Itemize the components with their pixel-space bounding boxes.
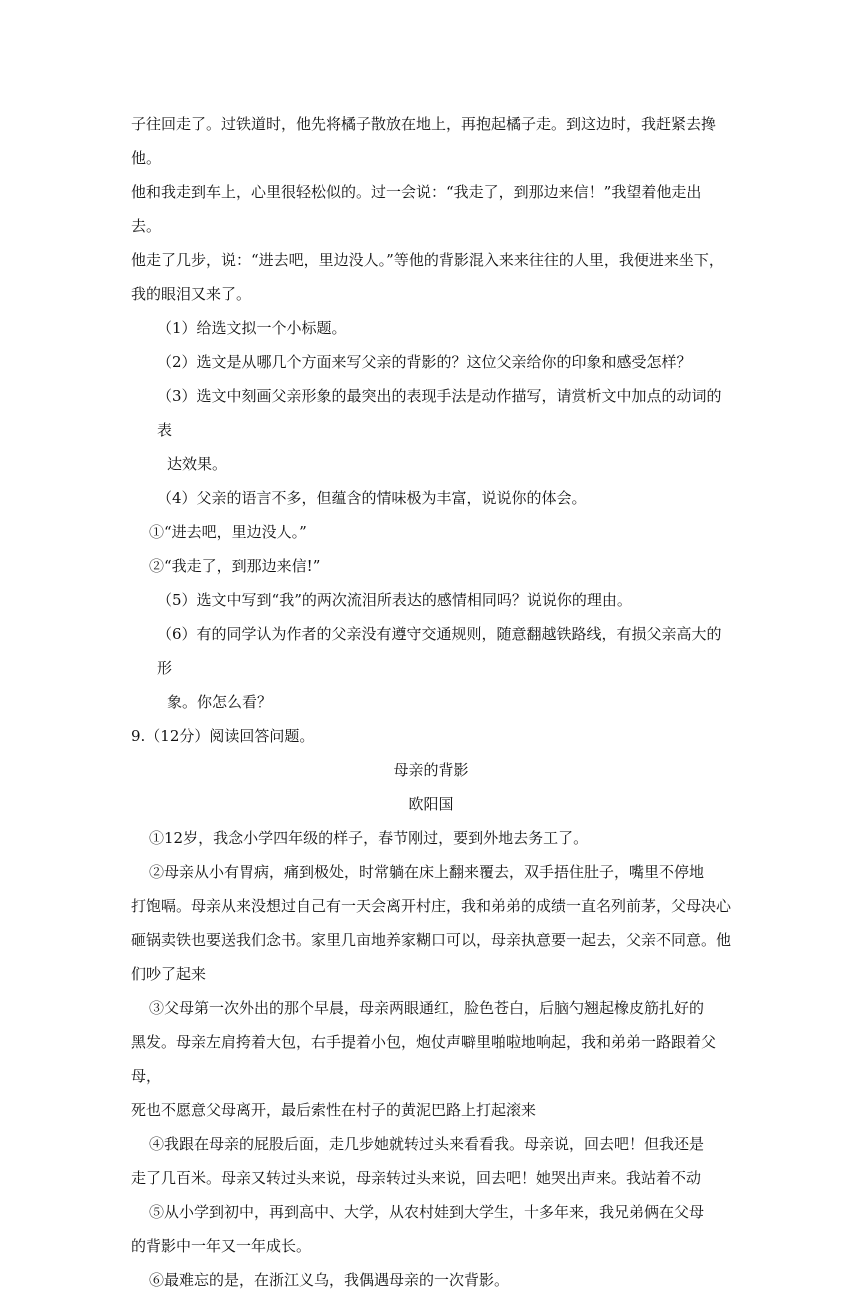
subquestion-5: （5）选文中写到“我”的两次流泪所表达的感情相同吗？说说你的理由。 <box>157 591 632 609</box>
subquestion-2: （2）选文是从哪几个方面来写父亲的背影的？这位父亲给你的印象和感受怎样？ <box>157 353 692 371</box>
article-paragraph-2 <box>131 855 731 991</box>
paragraph-line: 打饱嗝。母亲从来没想过自己有一天会离开村庄，我和弟弟的成绩一直名列前茅，父母决心 <box>131 897 732 915</box>
paragraph-line: ①12岁，我念小学四年级的样子，春节刚过，要到外地去务工了。 <box>149 829 589 847</box>
article-paragraph-5 <box>131 1195 731 1263</box>
subquestion-3-line-2: 达效果。 <box>167 455 228 473</box>
passage-line: 我的眼泪又来了。 <box>131 285 252 303</box>
article-paragraph-3 <box>131 991 731 1127</box>
passage-line: 他和我走到车上，心里很轻松似的。过一会说：“我走了，到那边来信！”我望着他走出去。 <box>131 183 702 235</box>
article-paragraph-1 <box>131 821 731 855</box>
paragraph-line: 的背影中一年又一年成长。 <box>131 1237 312 1255</box>
question-8-subquestions <box>131 311 731 719</box>
subquestion-6-line-2: 象。你怎么看？ <box>167 693 273 711</box>
paragraph-line: ②母亲从小有胃病，痛到极处，时常躺在床上翻来覆去，双手捂住肚子，嘴里不停地 <box>149 863 705 881</box>
subquestion-6-line-1: （6）有的同学认为作者的父亲没有遵守交通规则，随意翻越铁路线，有损父亲高大的形 <box>157 625 722 677</box>
paragraph-line: 死也不愿意父母离开，最后索性在村子的黄泥巴路上打起滚来 <box>131 1101 537 1119</box>
subquestion-1: （1）给选文拟一个小标题。 <box>157 319 347 337</box>
page-content <box>131 107 731 1297</box>
subquestion-4-quote-b: ②“我走了，到那边来信!” <box>149 557 321 575</box>
article-paragraph-6 <box>131 1263 731 1297</box>
paragraph-line: ⑥最难忘的是，在浙江义乌，我偶遇母亲的一次背影。 <box>149 1271 510 1289</box>
paragraph-line: 们吵了起来 <box>131 965 207 983</box>
paragraph-line: ③父母第一次外出的那个早晨，母亲两眼通红，脸色苍白，后脑勺翘起橡皮筋扎好的 <box>149 999 705 1017</box>
subquestion-3-line-1: （3）选文中刻画父亲形象的最突出的表现手法是动作描写，请赏析文中加点的动词的表 <box>157 387 722 439</box>
question-9-heading: 9.（12分）阅读回答问题。 <box>131 727 315 745</box>
paragraph-line: 砸锅卖铁也要送我们念书。家里几亩地养家糊口可以，母亲执意要一起去，父亲不同意。他 <box>131 931 732 949</box>
passage-line: 子往回走了。过铁道时，他先将橘子散放在地上，再抱起橘子走。到这边时，我赶紧去搀他。 <box>131 115 717 167</box>
paragraph-line: 走了几百米。母亲又转过头来说，母亲转过头来说，回去吧！她哭出声来。我站着不动 <box>131 1169 702 1187</box>
paragraph-line: ④我跟在母亲的屁股后面，走几步她就转过头来看看我。母亲说，回去吧！但我还是 <box>149 1135 705 1153</box>
passage-continued <box>131 107 731 311</box>
subquestion-4: （4）父亲的语言不多，但蕴含的情味极为丰富，说说你的体会。 <box>157 489 587 507</box>
passage-line: 他走了几步，说：“进去吧，里边没人。”等他的背影混入来来往往的人里，我便进来坐下， <box>131 251 724 269</box>
article-paragraph-4 <box>131 1127 731 1195</box>
question-9 <box>131 719 731 1297</box>
article-author: 欧阳国 <box>408 795 454 813</box>
paragraph-line: 黑发。母亲左肩挎着大包，右手提着小包，炮仗声噼里啪啦地响起，我和弟弟一路跟着父母， <box>131 1033 717 1085</box>
paragraph-line: ⑤从小学到初中，再到高中、大学，从农村娃到大学生，十多年来，我兄弟俩在父母 <box>149 1203 705 1221</box>
subquestion-4-quote-a: ①“进去吧，里边没人。” <box>149 523 307 541</box>
article-title: 母亲的背影 <box>393 761 469 779</box>
